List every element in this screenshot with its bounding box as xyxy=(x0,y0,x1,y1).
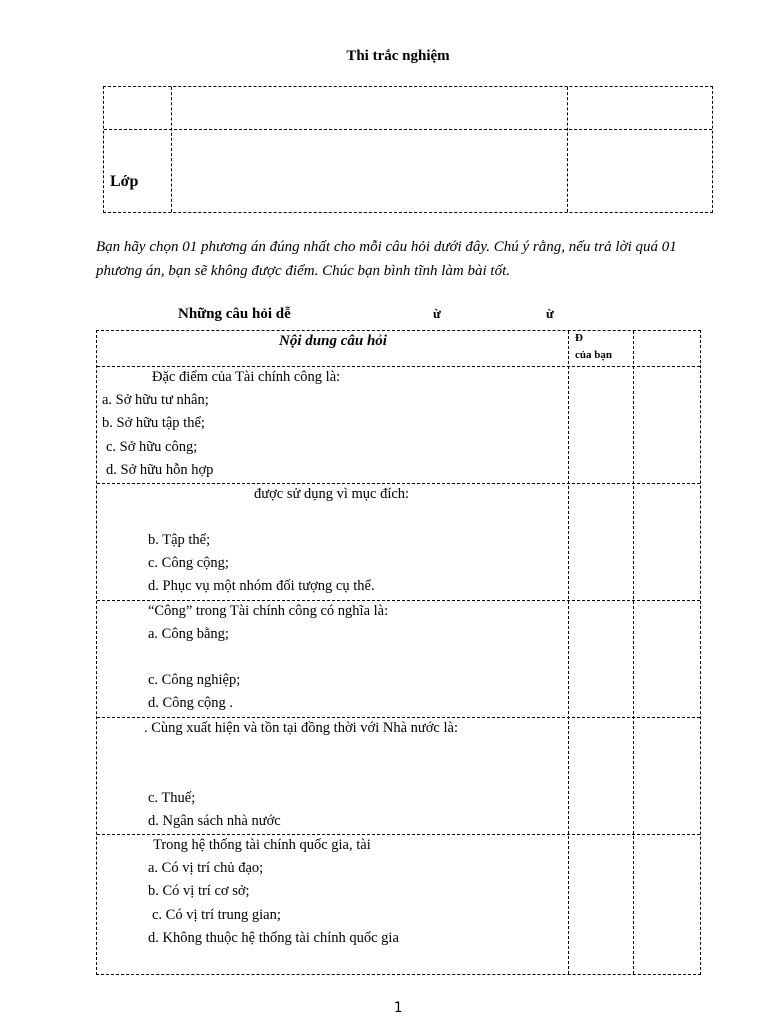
answer-option: a. Sở hữu tư nhân; xyxy=(102,392,209,408)
section-heading-fragment: ừ xyxy=(433,306,441,321)
class-label: Lớp xyxy=(110,173,139,190)
column-divider xyxy=(633,331,634,974)
answer-option: b. Có vị trí cơ sở; xyxy=(148,883,250,899)
row-divider xyxy=(97,834,700,835)
answer-option: a. Có vị trí chủ đạo; xyxy=(148,860,264,876)
row-divider xyxy=(97,717,700,718)
answer-option: b. Sở hữu tập thể; xyxy=(102,415,205,431)
header-answer: Đ xyxy=(575,332,583,344)
section-heading: Những câu hỏi dễ xyxy=(178,306,291,322)
answer-option: b. Tập thể; xyxy=(148,532,211,548)
header-question-content: Nội dung câu hỏi xyxy=(279,333,387,349)
section-heading-fragment: ừ xyxy=(546,306,554,321)
answer-option: d. Không thuộc hệ thống tài chính quốc gia xyxy=(148,930,399,946)
answer-option: c. Có vị trí trung gian; xyxy=(152,907,281,923)
page-title: Thi trắc nghiệm xyxy=(346,48,450,64)
answer-option: c. Sở hữu công; xyxy=(106,439,198,455)
answer-option: d. Sở hữu hỗn hợp xyxy=(106,462,214,478)
student-info-table xyxy=(103,86,713,213)
column-divider xyxy=(568,331,569,974)
table-divider xyxy=(567,87,568,212)
question-stem: Trong hệ thống tài chính quốc gia, tài xyxy=(153,837,371,853)
answer-option: d. Công cộng . xyxy=(148,695,233,711)
question-stem: được sử dụng vì mục đích: xyxy=(254,486,410,502)
answer-option: c. Thuế; xyxy=(148,790,196,806)
question-stem: Đặc điểm của Tài chính công là: xyxy=(152,369,341,385)
row-divider xyxy=(97,366,700,367)
answer-option: a. Công bằng; xyxy=(148,626,229,642)
answer-option: c. Công cộng; xyxy=(148,555,229,571)
row-divider xyxy=(97,483,700,484)
answer-option: c. Công nghiệp; xyxy=(148,672,241,688)
answer-option: d. Ngân sách nhà nước xyxy=(148,813,281,829)
question-stem: “Công” trong Tài chính công có nghĩa là: xyxy=(148,603,389,619)
instructions: Bạn hãy chọn 01 phương án đúng nhất cho mỗi câu hỏi dưới đây. Chú ý rằng, nếu trả lời quá 01 phương án, bạn sẽ không được điểm. Chúc bạn bình tĩnh làm bài tốt. xyxy=(96,239,677,279)
page-number: 1 xyxy=(393,1000,403,1016)
table-divider xyxy=(171,87,172,212)
table-divider xyxy=(104,129,712,130)
answer-option: d. Phục vụ một nhóm đối tượng cụ thể. xyxy=(148,578,375,594)
row-divider xyxy=(97,600,700,601)
header-answer-sub: của bạn xyxy=(575,349,612,361)
question-stem: . Cùng xuất hiện và tồn tại đồng thời với Nhà nước là: xyxy=(144,720,458,736)
